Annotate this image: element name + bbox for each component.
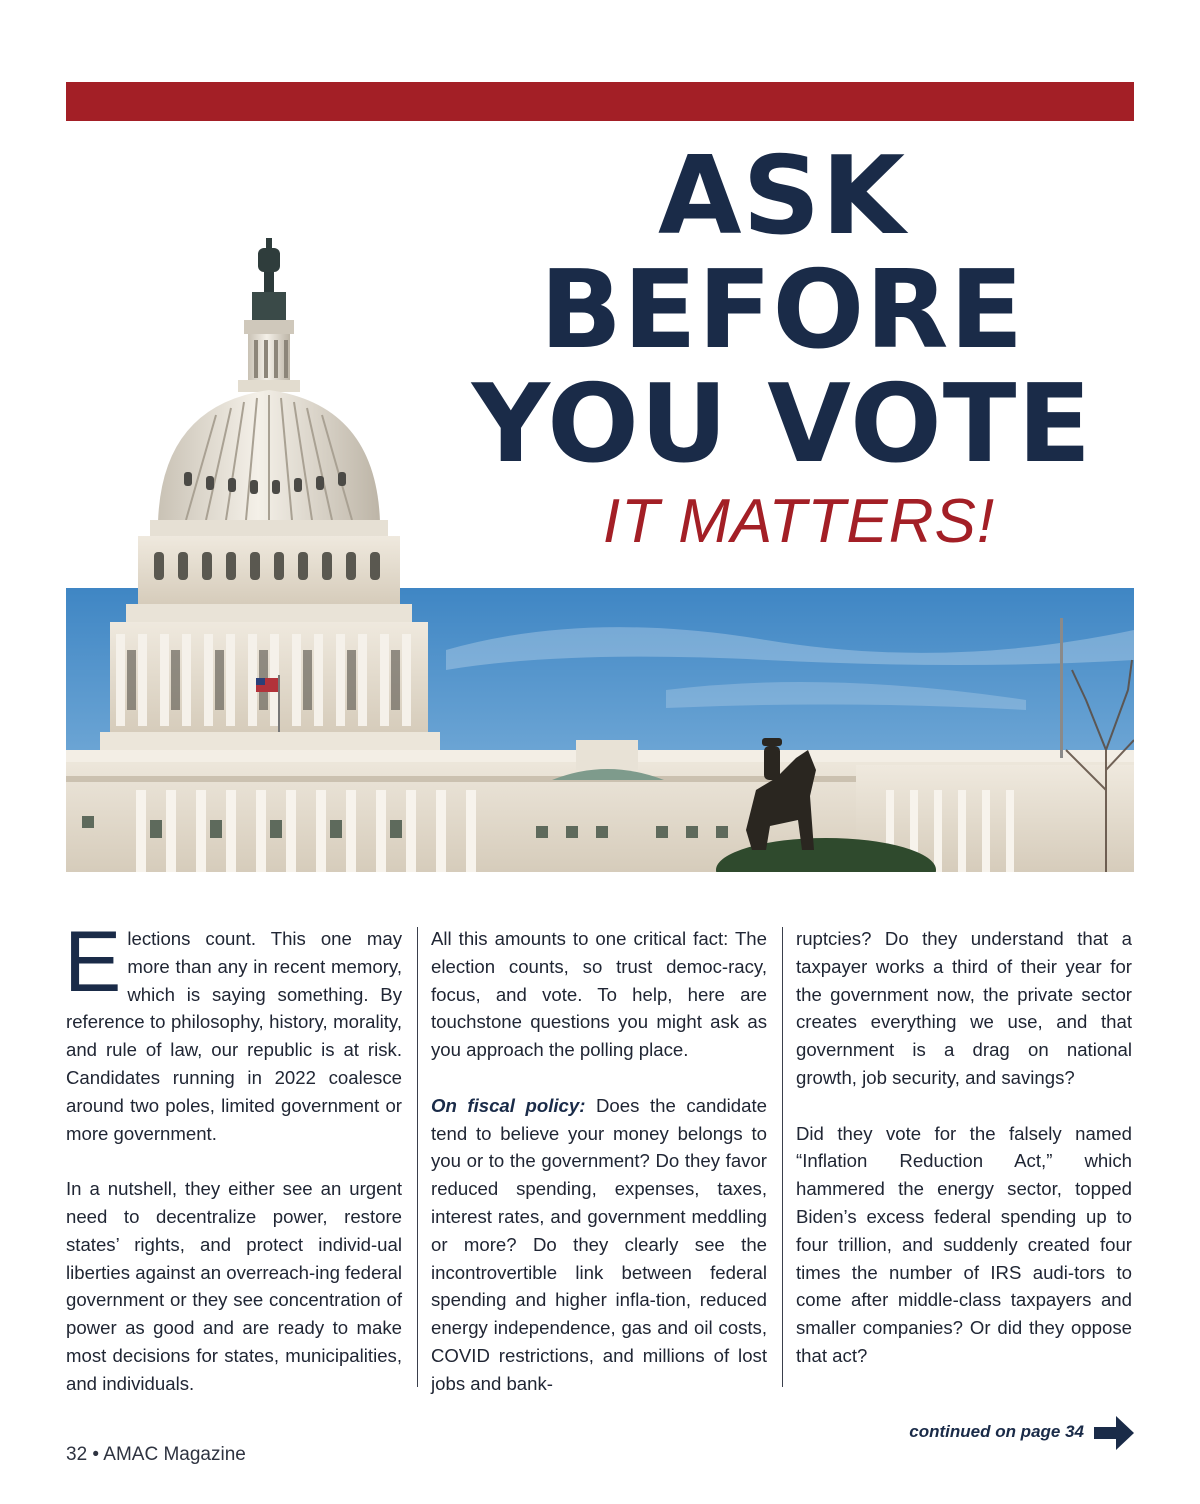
subheadline: IT MATTERS! (602, 487, 996, 556)
top-accent-bar (66, 82, 1134, 121)
article-body (64, 914, 1134, 1397)
drop-cap: E (64, 914, 122, 1010)
paragraph: Did they vote for the falsely named “Inflation Reduction Act,” which hammered the energy sector, topped Biden’s excess federal spending up to four trillion, and suddenly created four times the number of IRS audi-tors to come after middle-class taxpayers and smaller companies? Or did they oppose that act? (796, 1122, 1132, 1366)
continued-link[interactable]: continued on page 34 (909, 1422, 1084, 1441)
paragraph (431, 1092, 767, 1398)
headline-line-1: ASK (657, 134, 907, 259)
headline (450, 134, 1114, 558)
section-lead-in: On fiscal policy: (431, 1094, 586, 1116)
paragraph-text: lections count. This one may more than any in recent memory, which is saying something. By reference to philosophy, history, morality, and rule of law, our republic is at risk. Candidates running in 2022 coalesce around two poles, limited government or more government. (66, 928, 402, 1144)
column-divider (417, 927, 418, 1387)
column-3 (796, 925, 1132, 1398)
column-2 (431, 925, 767, 1425)
column-divider (782, 927, 783, 1387)
paragraph: In a nutshell, they either see an urgent need to decentralize power, restore states’ rights, and protect individ-ual liberties against an overreach-ing federal government or they see concentration of power as good and are ready to make most decisions for states, municipalities, and individuals. (66, 1178, 402, 1394)
paragraph (64, 914, 402, 1147)
column-1 (64, 914, 402, 1425)
page-footer: 32 • AMAC Magazine (66, 1444, 246, 1465)
paragraph: ruptcies? Do they understand that a taxpayer works a third of their year for the government now, the private sector creates everything we use, and that government is a drag on national growth, job security, and savings? (796, 928, 1132, 1088)
headline-line-2: BEFORE (539, 248, 1025, 373)
headline-line-3: YOU VOTE (471, 362, 1093, 487)
paragraph-text: Does the candidate tend to believe your money belongs to you or to the government? Do they favor reduced spending, expenses, taxes, interest rates, and government meddling or more? Do they clearly see the incontrovertible link between federal spending and higher infla-tion, reduced energy independence, gas and oil costs, COVID restrictions, and millions of lost jobs and bank- (431, 1094, 767, 1394)
arrow-right-icon[interactable] (1094, 1414, 1136, 1452)
paragraph: All this amounts to one critical fact: The election counts, so trust democ-racy, focus, and vote. To help, here are touchstone questions you might ask as you approach the polling place. (431, 928, 767, 1061)
